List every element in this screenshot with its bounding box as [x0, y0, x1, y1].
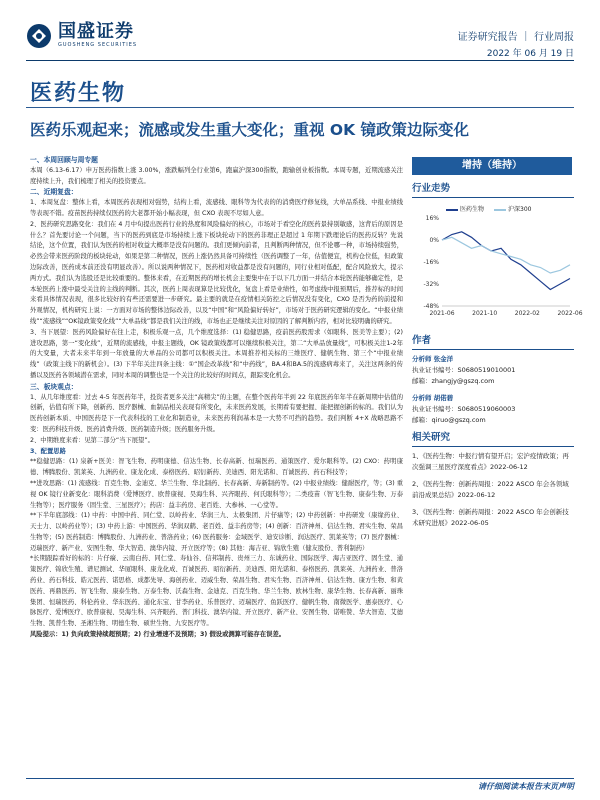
- report-headline: 医药乐观起来；流感或发生重大变化；重视 OK 镜政策边际变化: [30, 121, 469, 139]
- legend-item-csi300: 沪深300: [494, 204, 531, 213]
- section-2-p3: 3、当下展望：医药风险偏好在往上走，积极乐观一点，几个维度选择：(1) 稳健思路，疫前医药股需求（如眼科、医美等主要）；(2) 进攻思路，第一“变化线”，近期的流感线，中报主题线，OK 镜政策线都可以继续积极关注，第二“大单品放量线”，可积极关注1-2年的大变量，大者未来半年到一年放量的大单品的公司都可以积极关注。本周推荐相关标的三维医疗、健帆生物、第三个“中报业绩线”（政策主线下的新机会）。(3) 下半年关注四条主线：①“国企改革线”和“中药线”，BA.4和BA.5的流感病毒来了，关注这两条的传播以及医药各领域潜在需求，同时本周的调整也是一个关注的比较好的时间点，跟踪变化机会。: [30, 328, 403, 379]
- section-1-text: 本周（6.13-6.17）申万医药指数上涨 3.00%，涨跌幅列全行业第6，跑赢沪深300指数，跑输创业板指数。本周专题，近期流感关注度持续上升，我们梳理了相关的投资要点。: [30, 166, 403, 185]
- risk-warning: 风险提示：1) 负向政策持续超预期；2) 行业增速不及预期；3) 假设或测算可能存在误差。: [30, 631, 286, 639]
- related-item[interactable]: 2、《医药生物：创新药周报：2022 ASCO 年会各领域前沿成果总结》2022-06-12: [412, 480, 569, 499]
- section-2-p2: 2、医药研究思路变化：我们在 4 月中旬提出医药行业的热度和风险偏好的核心，市场对于看空化的医药景持别敏感，这背后的原因是什么？首先要讨论一个问题，当下的医药到底是市场持续上涨下板块轮动下的医药非理正是超过 1 年期下跌理论后的医药反转？先说结论，这个位置，我们认为医药的相对收益大概率是没有问题的。我们更倾向前者，且判断两种情况，但不论哪一种，市场持续强势，必然会带来医药阶段的板块轮动，如果是第二种情况，医药上涨仍然具备可持续性（医药调整了一年，估值便宜，机构仓位低，但政策边际改善，医药成本前还没有明显改善）。所以说两种情况下，医药相对收益都是没有问题的，同行业相对低配，配合风险放大，提示两方式。我们认为选股还是比较重要的。整体来看，在近期医药的增长机会主要集中在于以下几方面一并结合本轮医药能够确定性，是本轮医药上涨中最受关注的主线的判断。其次，医药上周表现算是比较优化，复盘上看是业绩性，如考虑线中报预期后，推荐标的时间来看具体情况表现，很多比较好的有些还需要进一步研究。最主要的就是在疫情相关防控之后情况没有变化，CXO 是否为药的前提和外观情况，机构研究上说：一方面对市场的整体边际改善，以及“中国”和“风险偏好转好”，市场对于医药研究逻辑的变化。“中报业绩线”“流感线”“OK镜政策变化线”“大单品线”都是我们关注的线，市场也正是继续关注对原因的了解判断内容，相对比较明确的研究。: [30, 220, 403, 325]
- related-title: 相关研究: [412, 432, 574, 447]
- section-2-title: 二、近期复盘：: [30, 188, 78, 197]
- report-body: [30, 155, 403, 641]
- x-tick-label: 2021-10: [472, 310, 498, 317]
- rating-badge: 增持（维持）: [412, 157, 572, 175]
- header-divider: [26, 60, 574, 61]
- y-tick-label: -16%: [423, 259, 439, 266]
- author-2: 分析师 胡偌碧 执业证书编号：S0680519060003 邮箱：qiruo@gszq.com: [412, 393, 574, 426]
- series-line-0: [442, 232, 570, 290]
- x-tick-label: 2021-06: [429, 310, 455, 317]
- page-footer: [26, 778, 574, 792]
- bullet-item: **进攻思路：(1) 流感线：百克生物、金迪克、华兰生物、华北制药、长春高新、寿新制药等。(2) 中报业绩线：健耐医疗，等；(3) 重视 OK 镜行业新变化：眼科消费（爱博医疗、欧普康视、昊海生科、兴齐眼药、何氏眼科等）；二类疫苗（智飞生物、康泰生物、万泰生物等）；医疗服务（固生堂、三星医疗）；药店：益丰药房、老百姓、大参林、一心堂等。: [30, 479, 403, 509]
- author-license: 执业证书编号：S0680519010001: [412, 366, 516, 374]
- trend-chart-svg: [412, 202, 583, 322]
- section-3-title: 三、板块观点：: [30, 382, 78, 391]
- sidebar: [412, 180, 583, 535]
- logo-name-en: GUOSHENG SECURITIES: [58, 42, 138, 48]
- authors-title: 作者: [412, 332, 574, 350]
- report-date: 2022 年 06 月 19 日: [486, 49, 574, 59]
- y-tick-label: 16%: [425, 215, 439, 222]
- report-type: 证券研究报告 ｜ 行业周报: [457, 32, 574, 43]
- section-2-p1: 1、本周复盘：整体上看，本周医药表现相对强势，结构上看，流感线、眼科等为代表的的消费医疗修复线，大单品系线、中报业绩线等表现不错。疫苗医药持续仅医药的大老都开始小幅表现，但 CXO 表现不尽如人意。: [30, 199, 403, 217]
- logo-icon: [26, 23, 52, 49]
- y-tick-label: -32%: [423, 281, 439, 288]
- section-3-p2: 2、中期维度来看：见第二部分“当下展望”。: [30, 436, 154, 444]
- section-1-title: 一、本周回顾与周专题: [30, 156, 98, 164]
- trend-title: 行业走势: [412, 180, 574, 198]
- report-header: [0, 0, 600, 62]
- legend-item-pharma: 医药生物: [446, 204, 484, 213]
- company-logo: [26, 22, 137, 49]
- y-tick-label: -48%: [423, 303, 439, 310]
- chart-legend: [446, 204, 531, 213]
- x-tick-label: 2022-02: [514, 310, 540, 317]
- section-3-p3: 3、配置思路: [30, 447, 66, 455]
- author-1: 分析师 张金洋 执业证书编号：S0680519010001 邮箱：zhangjy@gszq.com: [412, 354, 574, 387]
- bullet-item: **下半年底部线：(1) 中药：中国中药、同仁堂、以岭药业、华润三九、太极集团、片仔癀等；(2) 中药创新：中药研发（康缘药业、天士力、以岭药业等）；(3) 中药上游：中国医药、华润双鹤、老百姓、益丰药房等；(4) 创新：百济神州、信达生物、君实生物、荣昌生物等；(5) 医药制造：博腾股份、九洲药业、普洛药业；(6) 医药服务：金域医学、迪安诊断、润达医疗、凯莱英等；(7) 医疗器械：迈瑞医疗、新产业、安图生物、华大智造、澳华内镜、开立医疗等；(8) 其他：海吉亚、锦欣生殖（健友股份、普利制药）: [30, 512, 403, 552]
- bullet-item: **稳健思路：(1) 泉新+医美：智飞生物、药明康德、信达生物、长春高新、恒瑞医药、通策医疗、爱尔眼科等。(2) CXO：药明康德、博腾股份、凯莱英、九洲药业、康龙化成、泰格医药、昭衍新药、美迪西、阳光诺和、百诚医药、药石科技等；: [30, 458, 403, 477]
- y-tick-label: 0%: [429, 237, 439, 244]
- author-email[interactable]: 邮箱：zhangjy@gszq.com: [412, 377, 495, 385]
- section-3-p1: 1、从几年维度看：过去 4-5 年医药年半，投资者更多关注“高精尖”的主题，在整个医药年半到 22 年底医药年年半在新周期中估值的创新，估值有所下降，创新药、医疗器械、血制品相关表现有所变化，未来医药发展，长期看有要把握、能把握创新的标的。我们认为医药创新本质、中国医药是下一代表科技的工业化和制造业，未来医药利润基本是一大势不可挡的趋势。我们判断 4+X 战略思路不变：医药科技升级、医药消费升级、医药制造升级；医药服务升级。: [30, 393, 403, 433]
- related-item[interactable]: 3、《医药生物：创新药周报：2022 ASCO 年会创新技术研究进展》2022-06-05: [412, 508, 569, 527]
- logo-name-cn: 国盛证券: [58, 21, 134, 42]
- footer-disclaimer: 请仔细阅读本报告末页声明: [478, 782, 574, 791]
- related-item[interactable]: 1、《医药生物：中报行情有望开启；宏沪疫情政策；再次强调三星医疗深度看点》2022-06-12: [412, 452, 569, 471]
- trend-chart: [412, 202, 583, 322]
- author-email[interactable]: 邮箱：qiruo@gszq.com: [412, 416, 486, 424]
- series-line-1: [442, 237, 570, 273]
- sector-divider: [26, 107, 574, 108]
- bullet-item: *长期跟踪看好的标的：片仔癀、云南白药、同仁堂、寿仙谷、信邦制药、贵州三力、东诚药业、国际医学、海吉亚医疗、固生堂、通策医疗、锦欣生殖、谱尼测试、华厦眼科、康龙化成、百诚医药、昭衍新药、美迪西、阳光诺和、泰格医药、凯莱英、九洲药业、普洛药业、药石科技、皓元医药、诺思格、成都先导、海创药业、迈威生物、荣昌生物、君实生物、百济神州、信达生物、康方生物、和黄医药、再鼎医药、智飞生物、康泰生物、万泰生物、沃森生物、金迪克、百克生物、华兰生物、欧林生物、康华生物、长春高新、丽珠集团、恒瑞医药、科伦药业、华东医药、通化东宝、甘李药业、乐普医疗、迈瑞医疗、鱼跃医疗、健帆生物、南微医学、惠泰医疗、心脉医疗、爱博医疗、欧普康视、昊海生科、兴齐眼药、普门科技、澳华内镜、开立医疗、新产业、安图生物、诺唯赞、华大智造、艾德生物、凯普生物、圣湘生物、明德生物、硕世生物、九安医疗等。: [30, 555, 403, 628]
- sector-title: 医药生物: [30, 81, 127, 106]
- author-license: 执业证书编号：S0680519060003: [412, 405, 516, 413]
- x-tick-label: 2022-06: [557, 310, 583, 317]
